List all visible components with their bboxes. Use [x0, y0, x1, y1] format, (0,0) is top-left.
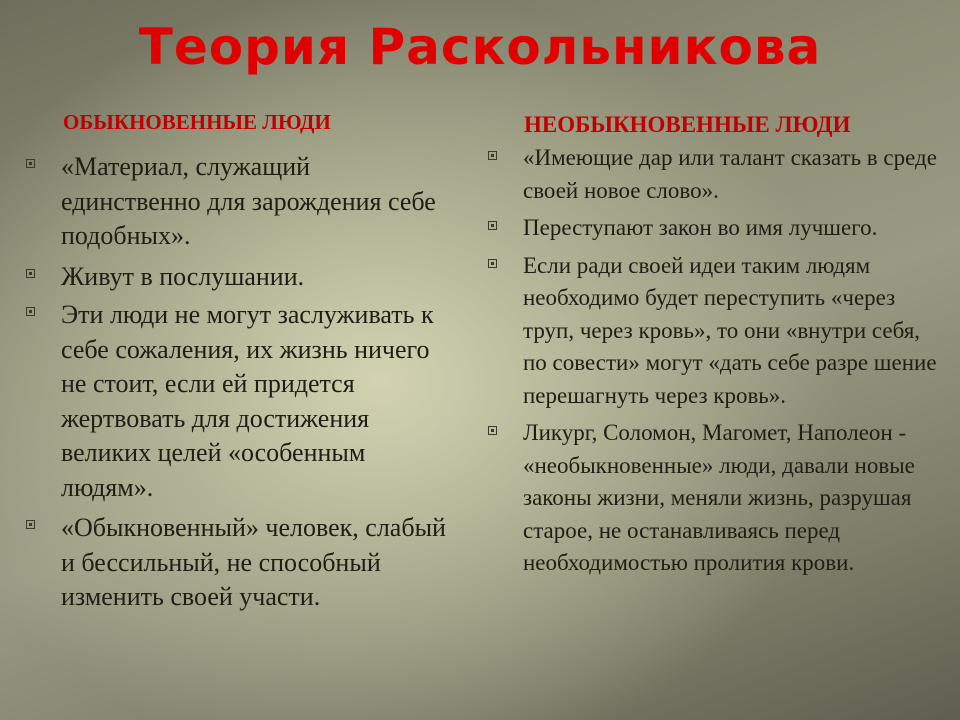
list-item-text: Если ради своей идеи таким людям необходимо будет переступить «через труп, через кровь», то они «внутри себя, по совести» могут «дать себе разре шение перешагнуть через кровь».: [523, 252, 937, 408]
square-bullet-icon: [488, 221, 497, 230]
list-item: [488, 142, 948, 207]
list-item-text: «Материал, служащий единственно для зарождения себе подобных».: [61, 152, 436, 250]
square-bullet-icon: [488, 426, 497, 435]
list-item-text: Эти люди не могут заслуживать к себе сожаления, их жизнь ничего не стоит, если ей придется жертвовать для достижения великих целей «особенным людям».: [61, 300, 434, 502]
list-item-text: Живут в послушании.: [61, 261, 305, 291]
heading-extraordinary-people: НЕОБЫКНОВЕННЫЕ ЛЮДИ: [524, 112, 851, 137]
square-bullet-icon: [26, 269, 35, 278]
square-bullet-icon: [488, 151, 497, 160]
list-item: [488, 417, 948, 580]
slide-title: Теория Раскольникова: [138, 18, 822, 76]
list-item: [488, 212, 948, 245]
square-bullet-icon: [26, 520, 35, 529]
heading-ordinary-people: ОБЫКНОВЕННЫЕ ЛЮДИ: [63, 110, 331, 134]
square-bullet-icon: [26, 307, 35, 316]
list-item-text: Ликург, Соломон, Магомет, Наполеон - «необыкновенные» люди, давали новые законы жизни, меняли жизнь, разрушая старое, не останавливаясь перед необходимостью пролития крови.: [523, 420, 915, 575]
list-item: [26, 260, 446, 295]
extraordinary-people-list: [488, 142, 948, 585]
list-item: [488, 250, 948, 413]
list-item: [26, 511, 446, 615]
list-item-text: «Имеющие дар или талант сказать в среде своей новое слово».: [523, 145, 937, 203]
list-item-text: «Обыкновенный» человек, слабый и бессильный, не способный изменить своей участи.: [61, 513, 446, 611]
square-bullet-icon: [488, 259, 497, 268]
ordinary-people-list: [26, 150, 446, 621]
list-item: [26, 298, 446, 505]
list-item-text: Переступают закон во имя лучшего.: [523, 215, 878, 240]
square-bullet-icon: [26, 159, 35, 168]
list-item: [26, 150, 446, 254]
